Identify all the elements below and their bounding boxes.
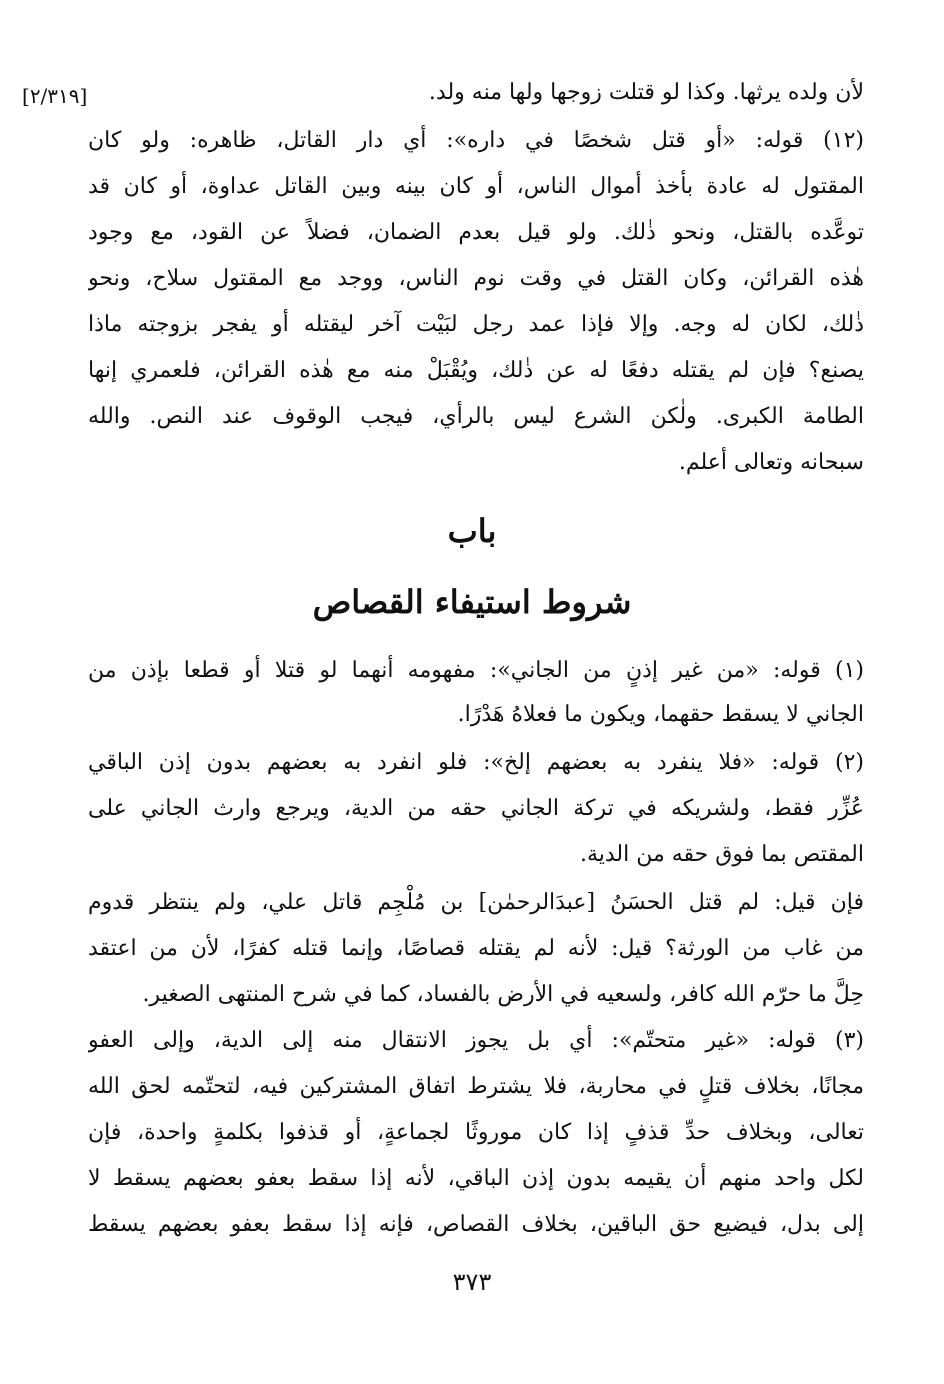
text-line: إلى بدل، فيضيع حق الباقين، بخلاف القصاص، فإنه إذا سقط بعفو بعضهم يسقط (88, 1212, 864, 1237)
text-line: ذٰلك، لكان له وجه. وإلا فإذا عمد رجل لبَيْت آخر ليقتله أو يفجر بزوجته ماذا (88, 312, 864, 337)
page-reference: [٢/٣١٩] (22, 84, 88, 108)
text-line: لكل واحد منهم أن يقيمه بدون إذن الباقي، لأنه إذا سقط بعفو بعضهم يسقط لا (88, 1166, 864, 1191)
text-line: هٰذه القرائن، وكان القتل في وقت نوم الناس، ووجد مع المقتول سلاح، ونحو (88, 266, 864, 291)
text-line: (٢) قوله: «فلا ينفرد به بعضهم إلخ»: فلو انفرد به بعضهم بدون إذن الباقي (88, 750, 864, 775)
text-line: تعالى، وبخلاف حدِّ قذفٍ إذا كان موروثًا لجماعةٍ، أو قذفوا بكلمةٍ واحدة، فإن (88, 1120, 864, 1145)
text-line: فإن قيل: لم قتل الحسَنُ [عبدَالرحمٰن] بن مُلْجِم قاتل علي، ولم ينتظر قدوم (88, 890, 864, 915)
text-line: سبحانه وتعالى أعلم. (678, 450, 864, 475)
text-line: (٣) قوله: «غير متحتّم»: أي بل يجوز الانتقال منه إلى الدية، وإلى العفو (88, 1028, 864, 1053)
chapter-title: شروط استيفاء القصاص (312, 583, 632, 621)
text-line: (١) قوله: «من غير إذنٍ من الجاني»: مفهومه أنهما لو قتلا أو قطعا بإذن من (88, 658, 864, 683)
text-line: توعَّده بالقتل، ونحو ذٰلك. ولو قيل بعدم الضمان، فضلاً عن القود، مع وجود (88, 220, 864, 245)
text-line: مجانًا، بخلاف قتلٍ في محاربة، فلا يشترط اتفاق المشتركين فيه، لتحتّمه لحق الله (88, 1074, 864, 1099)
text-line: لأن ولده يرثها. وكذا لو قتلت زوجها ولها منه ولد. (428, 80, 864, 105)
text-line: الطامة الكبرى. ولٰكن الشرع ليس بالرأي، فيجب الوقوف عند النص. والله (88, 404, 864, 429)
text-line: من غاب من الورثة؟ قيل: لأنه لم يقتله قصاصًا، وإنما قتله كفرًا، لأن من اعتقد (88, 936, 864, 961)
text-line: المقتول له عادة بأخذ أموال الناس، أو كان بينه وبين القاتل عداوة، أو كان قد (88, 174, 864, 199)
text-line: الجاني لا يسقط حقهما، ويكون ما فعلاهُ هَدْرًا. (457, 702, 864, 727)
text-line: يصنع؟ فإن لم يقتله دفعًا له عن ذٰلك، ويُقْبَلْ منه مع هٰذه القرائن، فلعمري إنها (88, 358, 864, 383)
text-line: عُزِّر فقط، ولشريكه في تركة الجاني حقه من الدية، ويرجع وارث الجاني على (88, 796, 864, 821)
chapter-label: باب (447, 512, 497, 550)
text-line: المقتص بما فوق حقه من الدية. (579, 842, 864, 867)
text-line: (١٢) قوله: «أو قتل شخصًا في داره»: أي دار القاتل، ظاهره: ولو كان (88, 128, 864, 153)
text-line: حِلَّ ما حرّم الله كافر، ولسعيه في الأرض بالفساد، كما في شرح المنتهى الصغير. (142, 982, 864, 1007)
page-number: ٣٧٣ (452, 1268, 492, 1296)
